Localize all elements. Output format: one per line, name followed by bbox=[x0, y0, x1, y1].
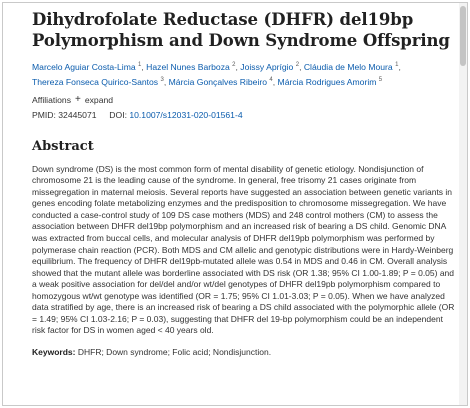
browser-viewport bbox=[2, 2, 468, 406]
author-link[interactable]: Cláudia de Melo Moura $^1$ bbox=[303, 61, 399, 72]
keywords-value: DHFR; Down syndrome; Folic acid; Nondisjunction. bbox=[77, 346, 272, 357]
pmid-label: PMID: bbox=[32, 109, 56, 120]
pmid-value: 32445071 bbox=[58, 109, 97, 120]
doi-link[interactable]: 10.1007/s12031-020-01561-4 bbox=[129, 109, 243, 120]
identifiers-row bbox=[32, 109, 462, 121]
author-link[interactable]: Thereza Fonseca Quirico-Santos $^3$ bbox=[32, 76, 164, 87]
author-link[interactable]: Marcelo Aguiar Costa-Lima $^1$ bbox=[32, 61, 142, 72]
keywords-row bbox=[32, 346, 462, 358]
author-link[interactable]: Márcia Gonçalves Ribeiro $^4$ bbox=[168, 76, 273, 87]
plus-icon[interactable]: + bbox=[75, 93, 81, 105]
author-link[interactable]: Hazel Nunes Barboza $^2$ bbox=[146, 61, 236, 72]
affiliations-label: Affiliations bbox=[32, 94, 72, 105]
expand-affiliations-button[interactable]: expand bbox=[84, 94, 114, 105]
affiliations-row bbox=[32, 94, 462, 106]
author-link[interactable]: Joissy Aprígio $^2$ bbox=[240, 61, 300, 72]
doi-label: DOI: bbox=[109, 109, 127, 120]
author-link[interactable]: Márcia Rodrigues Amorim $^5$ bbox=[277, 76, 383, 87]
keywords-label: Keywords: bbox=[32, 346, 76, 357]
article-content bbox=[32, 9, 462, 358]
article-title: Dihydrofolate Reductase (DHFR) del19bp Polymorphism and Down Syndrome Offspring bbox=[32, 10, 450, 50]
abstract-text: Down syndrome (DS) is the most common form of mental disability of genetic etiology. Nondisjunction of chromosome 21 is the leading cause of the syndrome. In general, free trisomy 21 cases originate from missegregation in maternal meiosis. Several reports have suggested an association between genetic variants in genes encoding folate metabolizing enzymes and the predisposition to chromosome missegregation. We have conducted a case-control study of 109 DS case mothers (MDS) and 248 control mothers (CM) to assess the association between DHFR del19bp polymorphism and an increased risk of bearing a DS child. Genomic DNA was extracted from buccal cells, and molecular analysis of DHFR del19pb polymorphism was performed by polymerase chain reaction (PCR). Both MDS and CM allelic and genotypic distributions were in Hardy-Weinberg equilibrium. The frequency of DHFR del19pb-mutated allele was 0.54 in MDS and 0.46 in CM. Overall analysis showed that the mutant allele was borderline associated with DS risk (OR 1.38; 95% CI 1.00-1.89; P = 0.05) and a weak positive association for del/del and/or wt/del genotypes of DHFR del19pb polymorphism compared to homozygous wt/wt genotype was identified (OR = 1.75; 95% CI 1.01-3.03; P = 0.05). When we have analyzed data stratified by age, there is an increased risk of bearing a DS child associated with the polymorphic allele (OR = 1.49; 95% CI 1.03-2.16; P = 0.03), suggesting that DHFR del 19-bp polymorphism could be an independent risk factor for DS in women aged < 40 years old. bbox=[32, 163, 455, 336]
abstract-heading: Abstract bbox=[32, 138, 94, 154]
author-list: Marcelo Aguiar Costa-Lima $^1$, Hazel Nunes Barboza $^2$, Joissy Aprígio $^2$, Cláudia de Melo Moura $^1$, Thereza Fonseca Quirico-Santos $^3$, Márcia Gonçalves Ribeiro $^4$, Márcia Rodrigues Amorim $^5$ bbox=[32, 61, 401, 87]
